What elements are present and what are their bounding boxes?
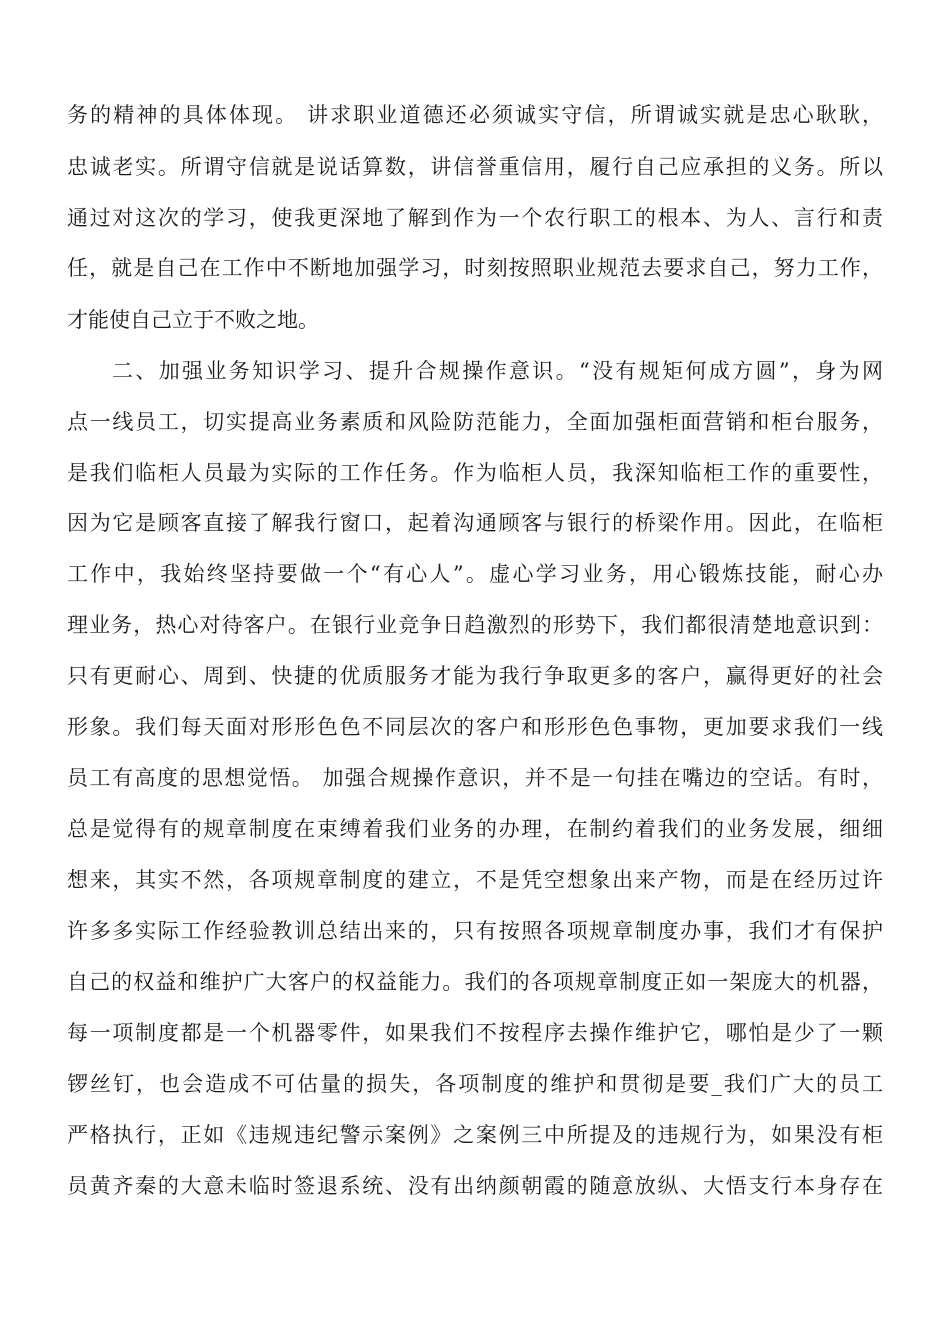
text-line: 形象。我们每天面对形形色色不同层次的客户和形形色色事物，更加要求我们一线 xyxy=(67,715,883,739)
text-line: 任，就是自己在工作中不断地加强学习，时刻按照职业规范去要求自己，努力工作， xyxy=(67,256,883,280)
text-line: 只有更耐心、周到、快捷的优质服务才能为我行争取更多的客户，赢得更好的社会 xyxy=(67,664,883,688)
text-line: 工作中，我始终坚持要做一个“有心人”。虚心学习业务，用心锻炼技能，耐心办 xyxy=(67,562,883,586)
text-line: 是我们临柜人员最为实际的工作任务。作为临柜人员，我深知临柜工作的重要性， xyxy=(67,461,883,485)
text-line: 理业务，热心对待客户。在银行业竞争日趋激烈的形势下，我们都很清楚地意识到： xyxy=(67,613,883,637)
text-line: 许多多实际工作经验教训总结出来的，只有按照各项规章制度办事，我们才有保护 xyxy=(67,919,883,943)
text-line: 务的精神的具体体现。 讲求职业道德还必须诚实守信，所谓诚实就是忠心耿耿， xyxy=(67,103,883,127)
paragraph-heading-line: 二、加强业务知识学习、提升合规操作意识。“没有规矩何成方圆”，身为网 xyxy=(112,359,883,383)
text-line: 总是觉得有的规章制度在束缚着我们业务的办理，在制约着我们的业务发展，细细 xyxy=(67,817,883,841)
text-line: 员工有高度的思想觉悟。 加强合规操作意识，并不是一句挂在嘴边的空话。有时， xyxy=(67,766,883,790)
text-line: 忠诚老实。所谓守信就是说话算数，讲信誉重信用，履行自己应承担的义务。所以 xyxy=(67,155,883,179)
text-line: 才能使自己立于不败之地。 xyxy=(67,308,319,332)
text-line: 每一项制度都是一个机器零件，如果我们不按程序去操作维护它，哪怕是少了一颗 xyxy=(67,1021,883,1045)
text-line: 点一线员工，切实提高业务素质和风险防范能力，全面加强柜面营销和柜台服务， xyxy=(67,410,883,434)
text-line: 自己的权益和维护广大客户的权益能力。我们的各项规章制度正如一架庞大的机器， xyxy=(67,970,883,994)
text-line: 锣丝钉，也会造成不可估量的损失，各项制度的维护和贯彻是要_我们广大的员工 xyxy=(67,1072,883,1096)
text-line: 员黄齐秦的大意未临时签退系统、没有出纳颜朝霞的随意放纵、大悟支行本身存在 xyxy=(67,1174,883,1198)
text-line: 严格执行，正如《违规违纪警示案例》之案例三中所提及的违规行为，如果没有柜 xyxy=(67,1123,883,1147)
text-line: 因为它是顾客直接了解我行窗口，起着沟通顾客与银行的桥梁作用。因此，在临柜 xyxy=(67,511,883,535)
text-line: 通过对这次的学习，使我更深地了解到作为一个农行职工的根本、为人、言行和责 xyxy=(67,206,883,230)
text-line: 想来，其实不然，各项规章制度的建立，不是凭空想象出来产物，而是在经历过许 xyxy=(67,868,883,892)
